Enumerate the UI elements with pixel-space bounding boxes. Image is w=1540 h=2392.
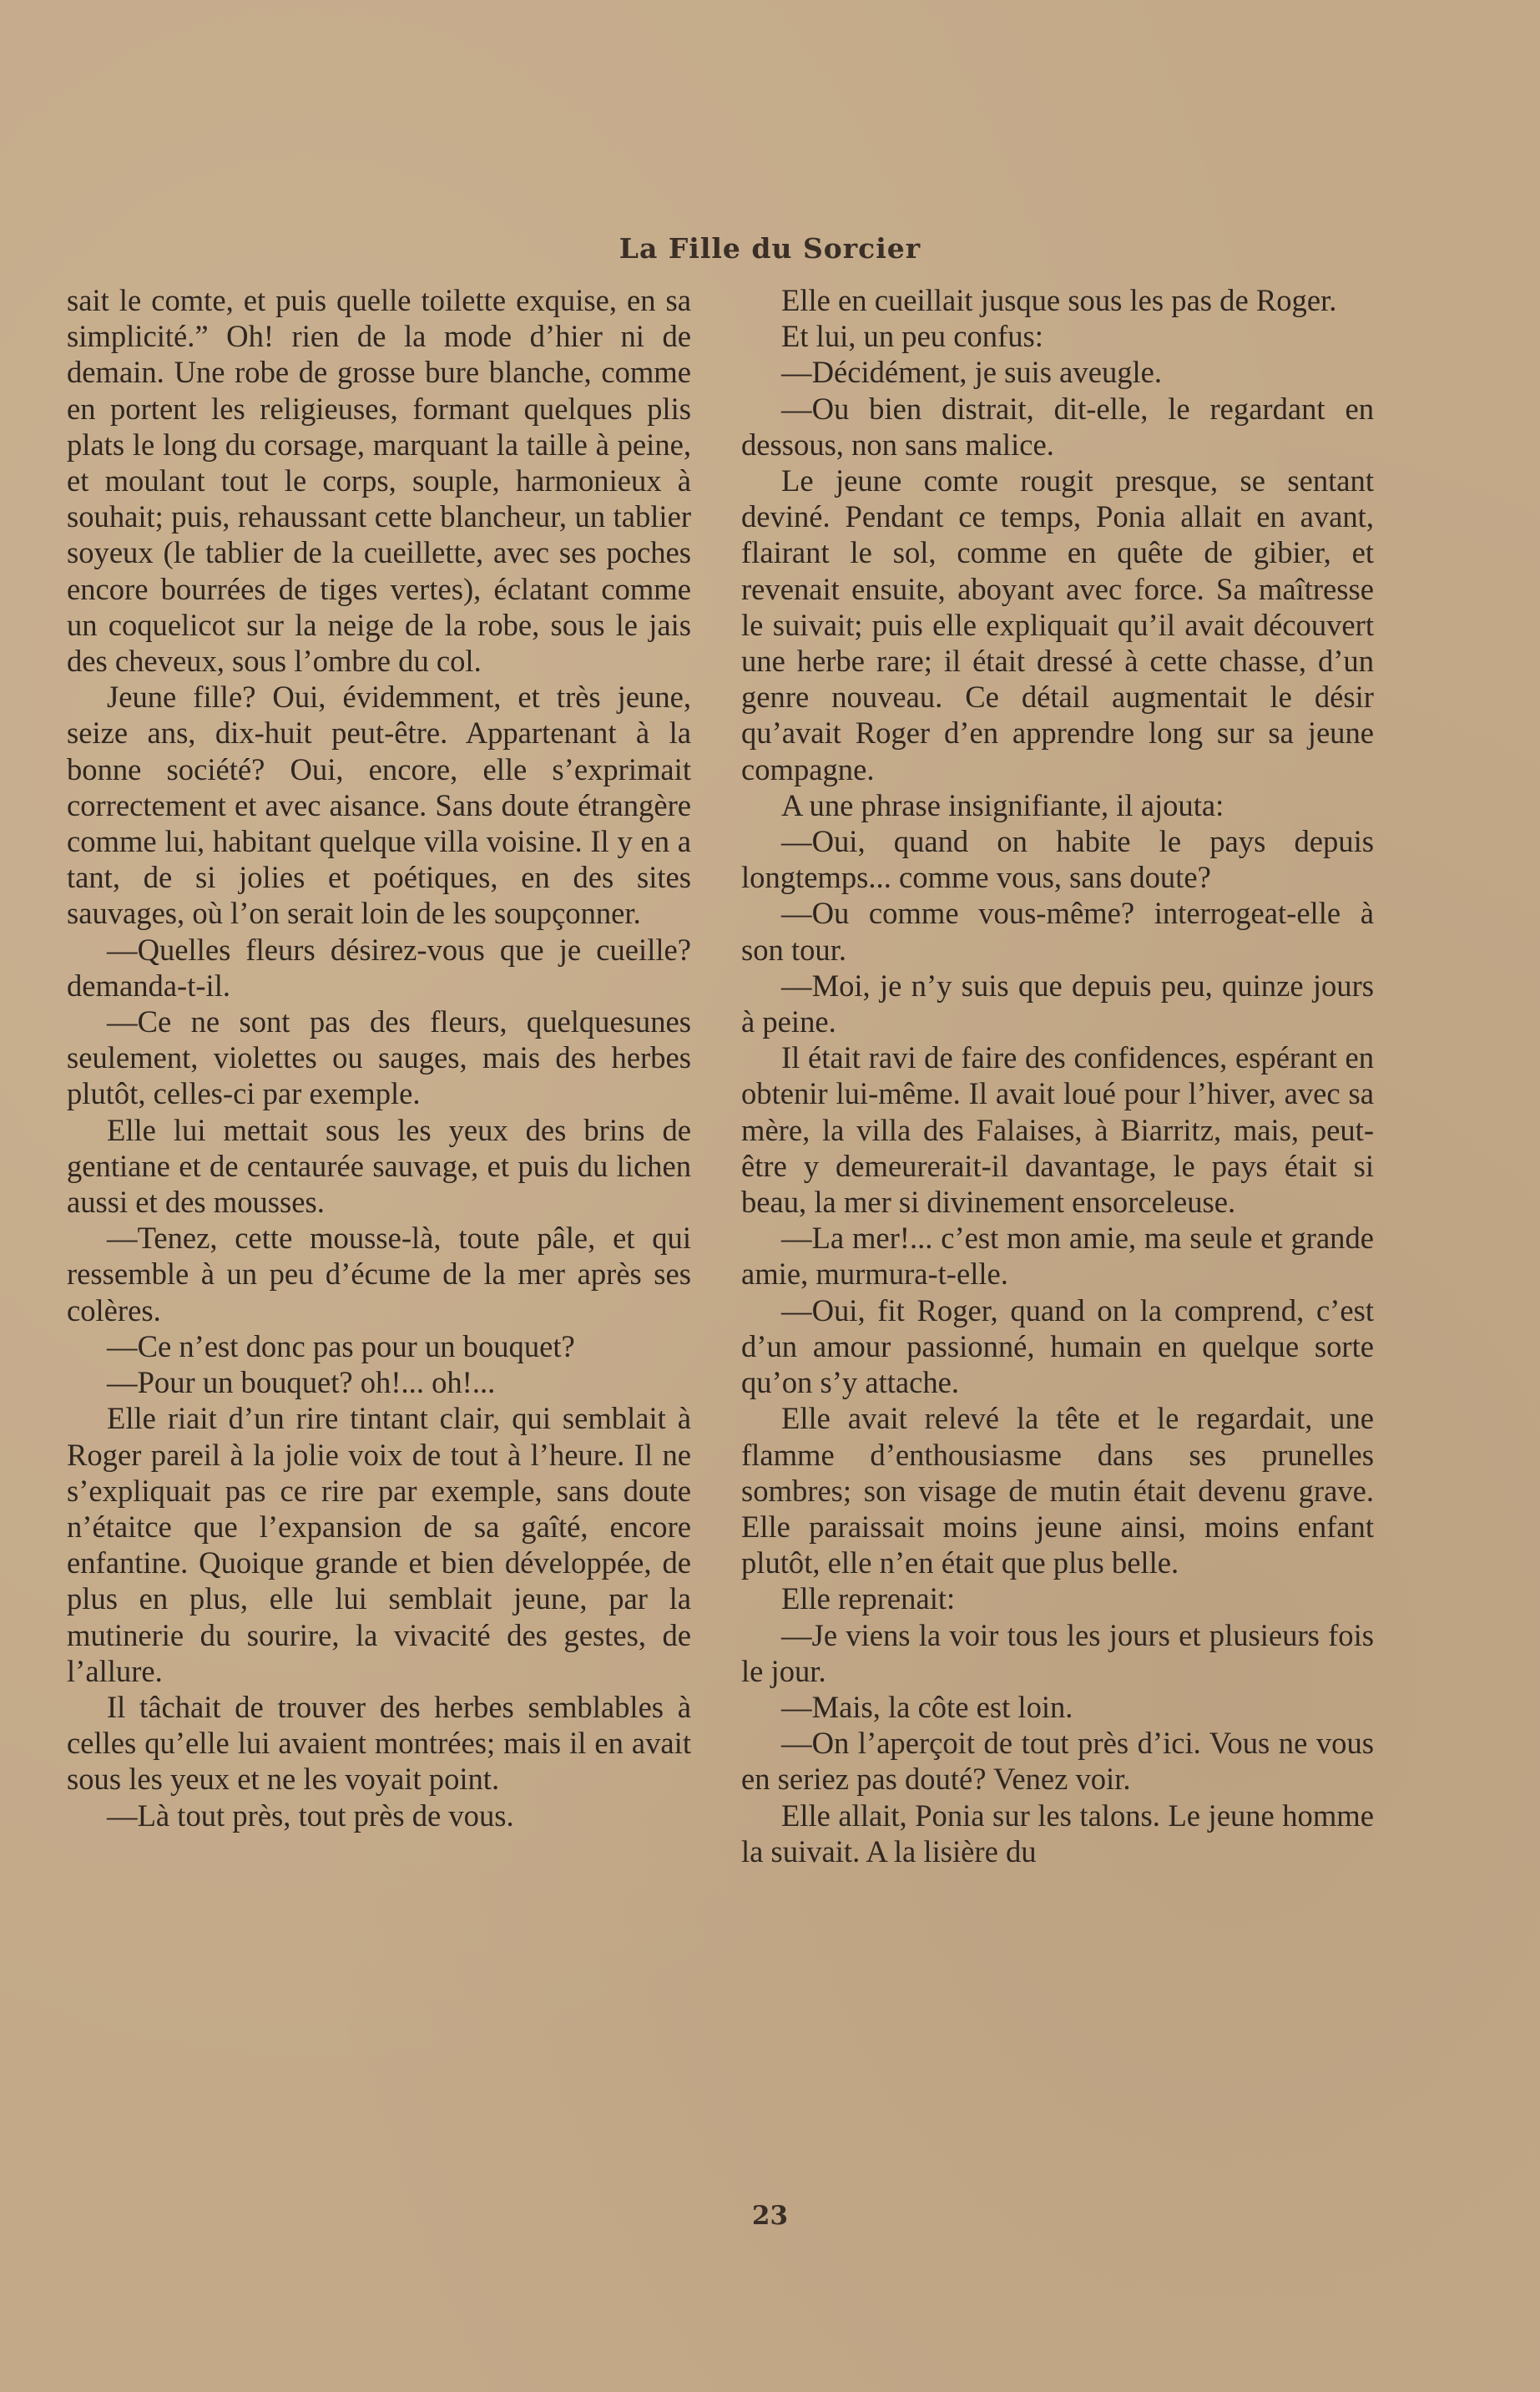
page-number: 23 (751, 2201, 789, 2231)
paragraph: Il était ravi de faire des confidences, espérant en obtenir lui-même. Il avait loué pour l’hiver, avec sa mère, la villa des Falaises, à Biarritz, mais, peut-être y demeurerait-il davantage, le pays était si beau, la mer si divinement ensorceleuse. (741, 1040, 1374, 1220)
paragraph: —Là tout près, tout près de vous. (107, 1798, 514, 1833)
paragraph: Jeune fille? Oui, évidemment, et très jeune, seize ans, dix-huit peut-être. Appartenant à la bonne société? Oui, encore, elle s’exprimait correctement et avec aisance. Sans doute étrangère comme lui, habitant quelque villa voisine. Il y en a tant, de si jolies et poétiques, en des sites sauvages, où l’on serait loin de les soupçonner. (67, 680, 691, 931)
paragraph: sait le comte, et puis quelle toilette exquise, en sa simplicité.” Oh! rien de la mode d’hier ni de demain. Une robe de grosse bure blanche, comme en portent les religieuses, formant quelques plis plats le long du corsage, marquant la taille à peine, et moulant tout le corps, souple, harmonieux à souhait; puis, rehaussant cette blancheur, un tablier soyeux (le tablier de la cueillette, avec ses poches encore bourrées de tiges vertes), éclatant comme un coquelicot sur la neige de la robe, sous le jais des cheveux, sous l’ombre du col. (67, 283, 691, 679)
running-head: La Fille du Sorcier (619, 232, 921, 265)
paragraph: —Ou bien distrait, dit-elle, le regardant en dessous, non sans malice. (741, 391, 1374, 462)
paragraph: Il tâchait de trouver des herbes semblables à celles qu’elle lui avaient montrées; mais il en avait sous les yeux et ne les voyait point. (67, 1689, 691, 1797)
left-column (67, 282, 691, 1833)
paragraph: A une phrase insignifiante, il ajouta: (781, 787, 1224, 822)
paragraph: Elle avait relevé la tête et le regardait, une flamme d’enthousiasme dans ses prunelles sombres; son visage de mutin était devenu grave. Elle paraissait moins jeune ainsi, moins enfant plutôt, elle n’en était que plus belle. (741, 1401, 1374, 1580)
paragraph: —Ou comme vous-même? interrogeat-elle à son tour. (741, 896, 1374, 967)
paragraph: Elle riait d’un rire tintant clair, qui semblait à Roger pareil à la jolie voix de tout à l’heure. Il ne s’expliquait pas ce rire par exemple, sans doute n’étaitce que l’expansion de sa gaîté, encore enfantine. Quoique grande et bien développée, de plus en plus, elle lui semblait jeune, par la mutinerie du sourire, la vivacité des gestes, de l’allure. (67, 1401, 691, 1688)
paragraph: Elle allait, Ponia sur les talons. Le jeune homme la suivait. A la lisière du (741, 1798, 1374, 1869)
paragraph: —On l’aperçoit de tout près d’ici. Vous ne vous en seriez pas douté? Venez voir. (741, 1726, 1374, 1797)
right-column (741, 282, 1374, 1869)
paragraph: —Quelles fleurs désirez-vous que je cueille? demanda-t-il. (67, 932, 691, 1003)
paragraph: Elle lui mettait sous les yeux des brins de gentiane et de centaurée sauvage, et puis du lichen aussi et des mousses. (67, 1112, 691, 1220)
paragraph: —Je viens la voir tous les jours et plusieurs fois le jour. (741, 1617, 1374, 1688)
paragraph: —Mais, la côte est loin. (781, 1689, 1073, 1724)
paragraph: —Ce n’est donc pas pour un bouquet? (107, 1328, 575, 1363)
paragraph: —Moi, je n’y suis que depuis peu, quinze jours à peine. (741, 968, 1374, 1039)
paragraph: Elle en cueillait jusque sous les pas de Roger. (781, 283, 1337, 317)
paragraph: —La mer!... c’est mon amie, ma seule et grande amie, murmura-t-elle. (741, 1221, 1374, 1292)
paragraph: —Décidément, je suis aveugle. (781, 355, 1163, 390)
paragraph: Le jeune comte rougit presque, se sentant deviné. Pendant ce temps, Ponia allait en avant, flairant le sol, comme en quête de gibier, et revenait ensuite, aboyant avec force. Sa maîtresse le suivait; puis elle expliquait qu’il avait découvert une herbe rare; il était dressé à cette chasse, d’un genre nouveau. Ce détail augmentait le désir qu’avait Roger d’en apprendre long sur sa jeune compagne. (741, 463, 1374, 786)
paragraph: —Pour un bouquet? oh!... oh!... (107, 1365, 496, 1400)
paragraph: —Tenez, cette mousse-là, toute pâle, et qui ressemble à un peu d’écume de la mer après ses colères. (67, 1221, 691, 1327)
paragraph: —Ce ne sont pas des fleurs, quelquesunes seulement, violettes ou sauges, mais des herbes plutôt, celles-ci par exemple. (67, 1004, 691, 1111)
paragraph: Et lui, un peu confus: (781, 319, 1043, 354)
paragraph: Elle reprenait: (781, 1581, 956, 1616)
paragraph: —Oui, quand on habite le pays depuis longtemps... comme vous, sans doute? (741, 824, 1374, 895)
paragraph: —Oui, fit Roger, quand on la comprend, c’est d’un amour passionné, humain en quelque sorte qu’on s’y attache. (741, 1292, 1374, 1400)
